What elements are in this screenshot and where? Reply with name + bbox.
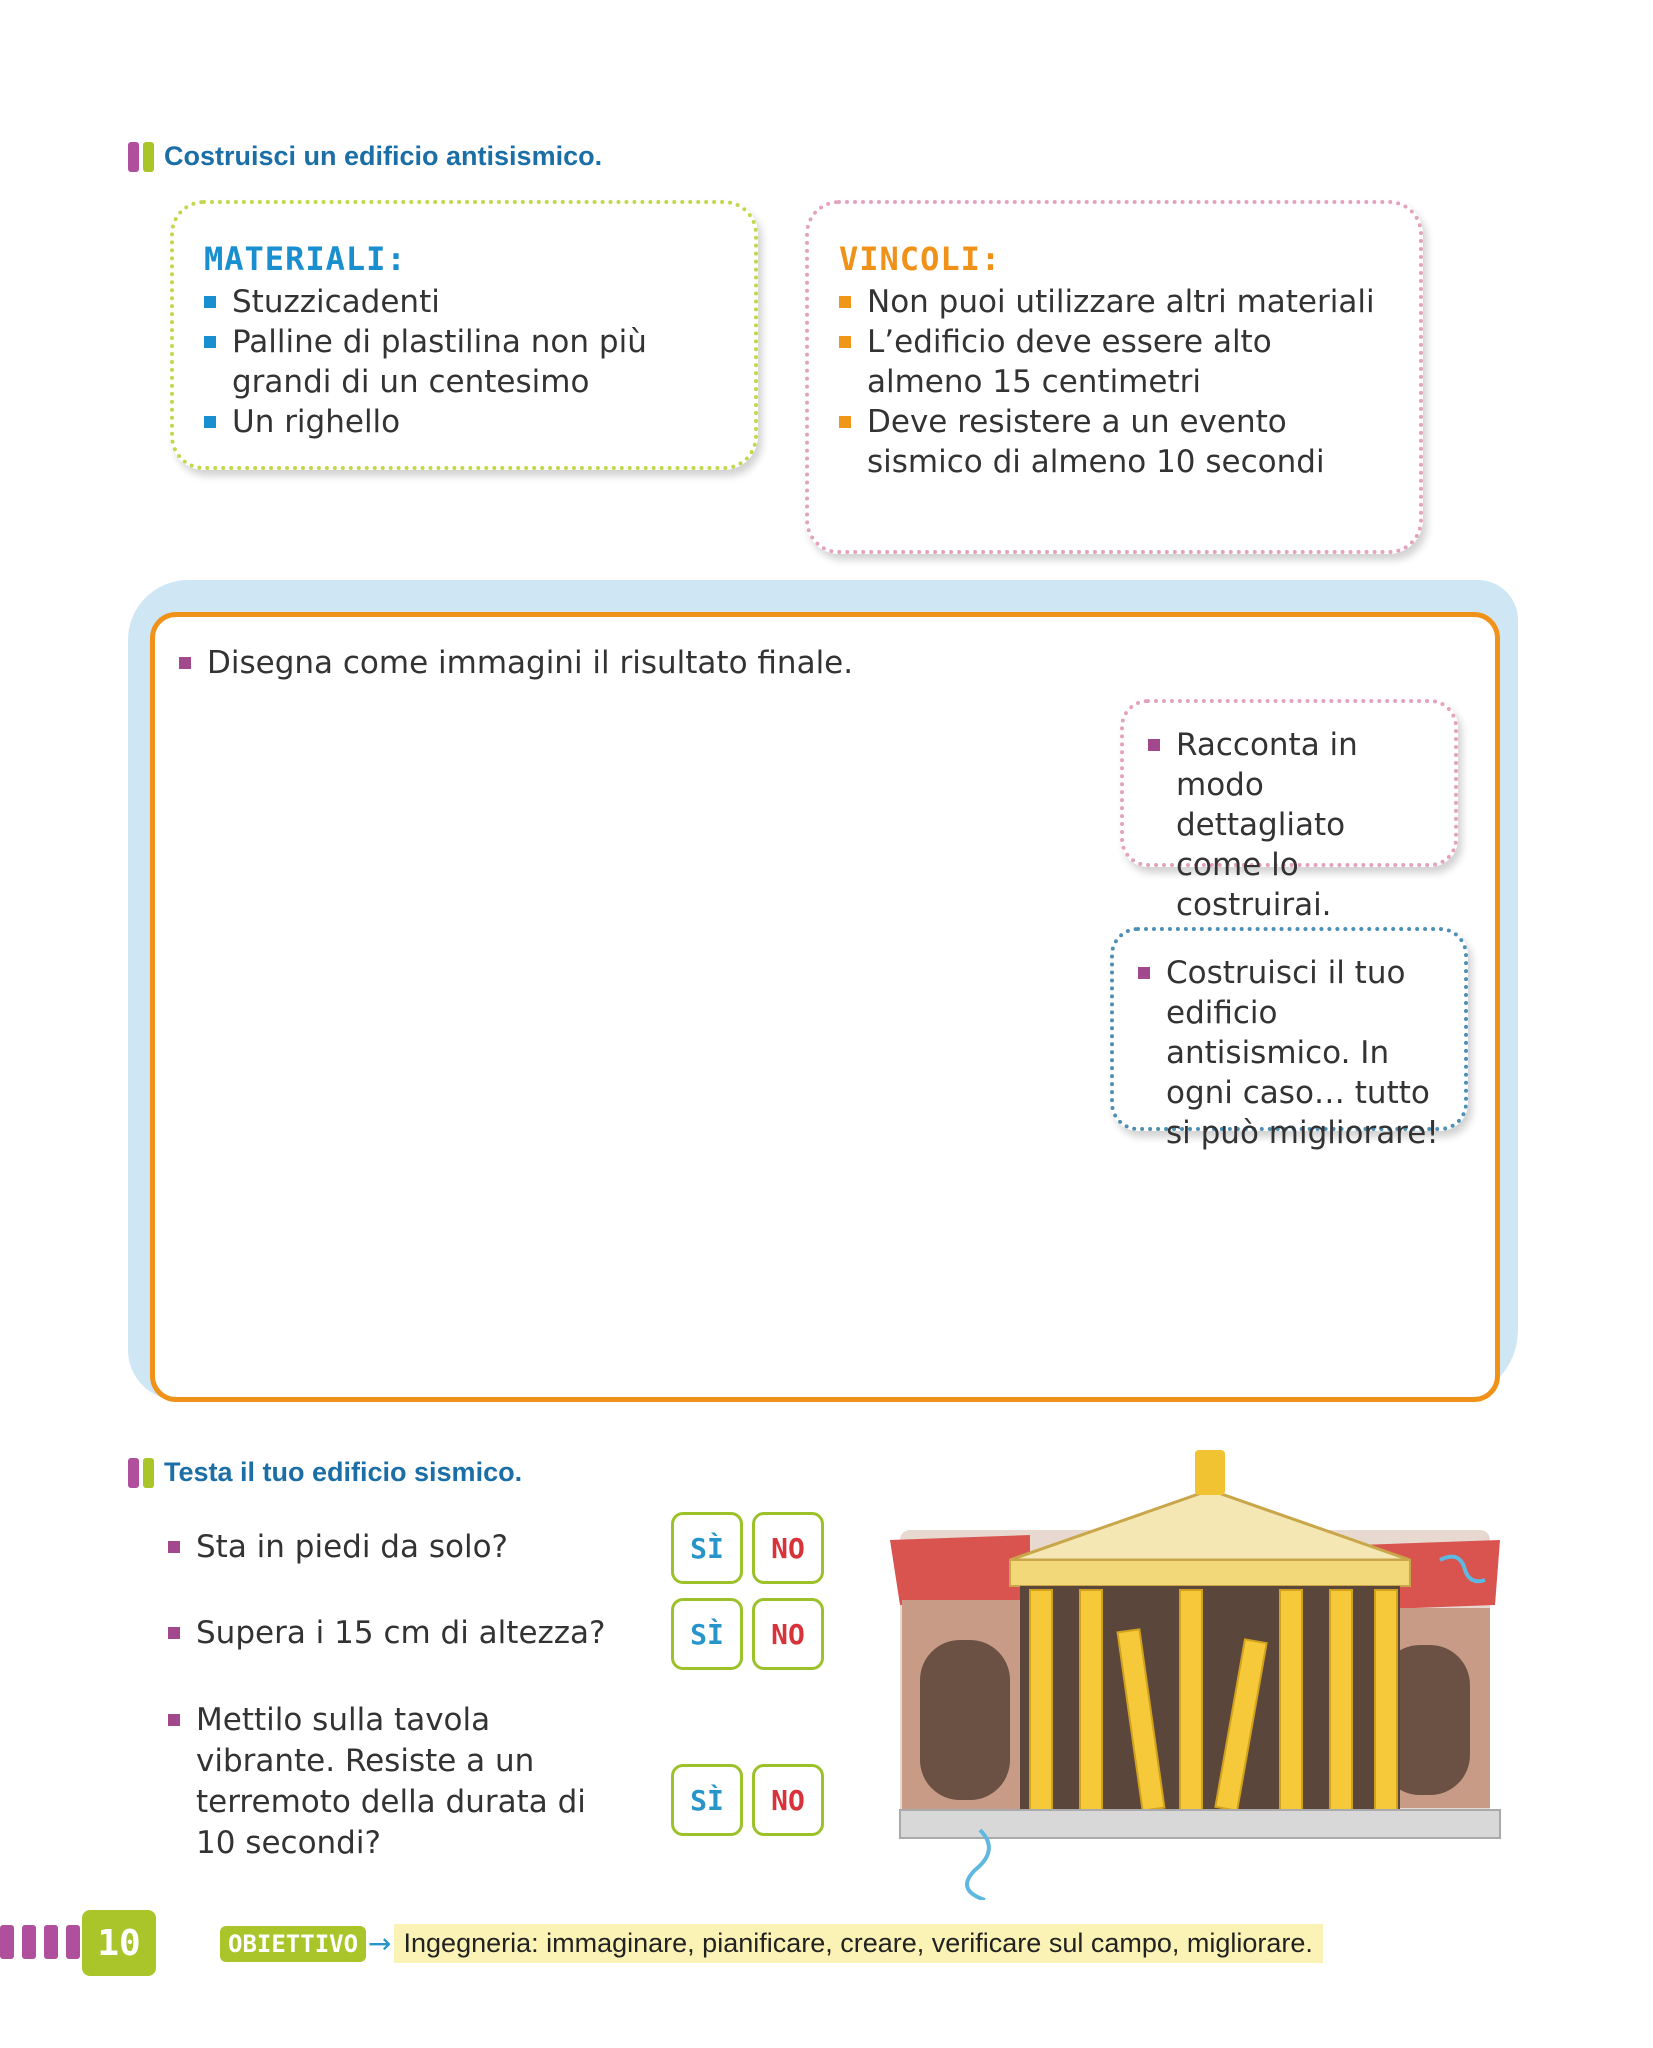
yes-checkbox[interactable]: SÌ: [671, 1598, 743, 1670]
section-marker-icon: [128, 142, 154, 172]
build-card: [1110, 927, 1468, 1151]
yes-checkbox[interactable]: SÌ: [671, 1512, 743, 1584]
constraints-title: VINCOLI:: [839, 240, 1002, 278]
section-title: Costruisci un edificio antisismico.: [164, 141, 603, 171]
question-text: Mettilo sulla tavola vibrante. Resiste a un terremoto della durata di 10 secondi?: [166, 1700, 626, 1864]
objective-label: OBIETTIVO: [220, 1926, 366, 1962]
footer-marker-icon: [0, 1925, 80, 1959]
list-item: L’edificio deve essere alto almeno 15 centimetri: [837, 322, 1377, 402]
section-heading-test: [128, 1457, 522, 1488]
materials-list: [202, 282, 722, 442]
build-list: [1136, 953, 1446, 1153]
drawing-area[interactable]: [150, 612, 1500, 1402]
no-checkbox[interactable]: NO: [752, 1512, 824, 1584]
tell-card: [1120, 699, 1458, 923]
page-number: 10: [82, 1910, 156, 1976]
tell-list: [1146, 725, 1436, 925]
materials-title: MATERIALI:: [204, 240, 407, 278]
question-1: [166, 1527, 666, 1568]
section-marker-icon: [128, 1458, 154, 1488]
question-2: [166, 1613, 666, 1654]
materials-card: [170, 200, 758, 470]
list-item: Non puoi utilizzare altri materiali: [837, 282, 1377, 322]
section-title: Testa il tuo edificio sismico.: [164, 1457, 523, 1487]
list-item: Stuzzicadenti: [202, 282, 722, 322]
collapsing-temple-icon: [880, 1430, 1530, 1900]
question-text: Sta in piedi da solo?: [166, 1527, 666, 1568]
yes-checkbox[interactable]: SÌ: [671, 1764, 743, 1836]
constraints-list: [837, 282, 1377, 482]
no-checkbox[interactable]: NO: [752, 1598, 824, 1670]
section-heading-build: [128, 141, 602, 172]
list-item: Un righello: [202, 402, 722, 442]
constraints-card: [805, 200, 1423, 554]
question-3: [166, 1700, 626, 1864]
question-text: Supera i 15 cm di altezza?: [166, 1613, 666, 1654]
objective-text: Ingegneria: immaginare, pianificare, creare, verificare sul campo, migliorare.: [394, 1924, 1323, 1963]
drawing-instruction: [177, 643, 977, 683]
list-item: Deve resistere a un evento sismico di almeno 10 secondi: [837, 402, 1377, 482]
no-checkbox[interactable]: NO: [752, 1764, 824, 1836]
tell-text: Racconta in modo dettagliato come lo costruirai.: [1146, 725, 1436, 925]
arrow-right-icon: →: [368, 1927, 392, 1960]
instruction-text: Disegna come immagini il risultato finale.: [177, 643, 977, 683]
build-text: Costruisci il tuo edificio antisismico. In ogni caso… tutto si può migliorare!: [1136, 953, 1446, 1153]
objective-bar: [220, 1924, 1323, 1963]
list-item: Palline di plastilina non più grandi di un centesimo: [202, 322, 722, 402]
